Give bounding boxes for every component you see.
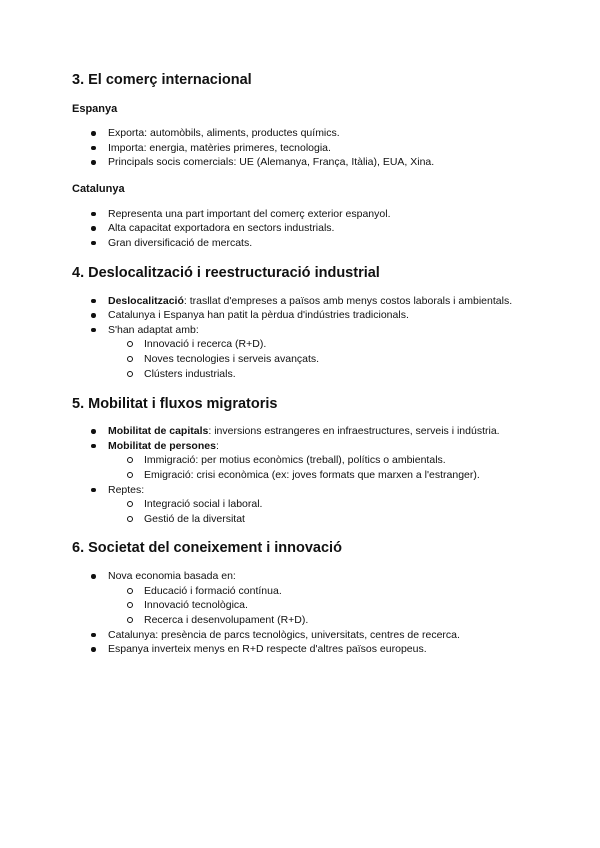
section-6-title: 6. Societat del coneixement i innovació (72, 540, 342, 557)
sub-list-item: Noves tecnologies i serveis avançats. (72, 352, 532, 367)
section-6-list (72, 569, 532, 657)
section-4-title: 4. Deslocalització i reestructuració industrial (72, 264, 380, 281)
section-5-title: 5. Mobilitat i fluxos migratoris (72, 396, 278, 413)
term-bold: Deslocalització (108, 294, 184, 307)
document-content (72, 71, 532, 657)
list-item: Importa: energia, matèries primeres, tecnologia. (72, 141, 532, 156)
list-item: S'han adaptat amb: (72, 323, 532, 338)
catalunya-heading: Catalunya (72, 182, 125, 195)
sub-list-item: Innovació tecnològica. (72, 598, 532, 613)
sub-list-item: Immigració: per motius econòmics (treball), polítics o ambientals. (72, 453, 532, 468)
section-5-list (72, 424, 532, 526)
list-item (72, 439, 532, 454)
sub-list-item: Gestió de la diversitat (72, 512, 532, 527)
list-item: Representa una part important del comerç exterior espanyol. (72, 207, 532, 222)
sub-list-item: Emigració: crisi econòmica (ex: joves formats que marxen a l'estranger). (72, 468, 532, 483)
espanya-heading: Espanya (72, 103, 118, 115)
list-item: Principals socis comercials: UE (Alemanya, França, Itàlia), EUA, Xina. (72, 155, 532, 170)
sub-list-item: Clústers industrials. (72, 367, 532, 382)
list-item: Reptes: (72, 483, 532, 498)
list-item: Gran diversificació de mercats. (72, 236, 532, 251)
list-item (72, 424, 532, 439)
sub-list-item: Innovació i recerca (R+D). (72, 337, 532, 352)
list-item (72, 294, 532, 309)
term-bold: Mobilitat de persones (108, 439, 216, 452)
term-definition: : trasllat d'empreses a països amb menys costos laborals i ambientals. (183, 294, 513, 307)
section-4-list (72, 294, 532, 382)
sub-list-item: Recerca i desenvolupament (R+D). (72, 613, 532, 628)
list-item: Espanya inverteix menys en R+D respecte d'altres països europeus. (72, 642, 532, 657)
term-definition: : inversions estrangeres en infraestructures, serveis i indústria. (208, 425, 500, 438)
espanya-list (72, 126, 532, 170)
sub-list-item: Educació i formació contínua. (72, 584, 532, 599)
catalunya-list (72, 207, 532, 251)
list-item: Alta capacitat exportadora en sectors industrials. (72, 221, 532, 236)
list-item: Exporta: automòbils, aliments, productes químics. (72, 126, 532, 141)
list-item: Catalunya i Espanya han patit la pèrdua d'indústries tradicionals. (72, 308, 532, 323)
section-3-title: 3. El comerç internacional (72, 72, 252, 88)
list-item: Nova economia basada en: (72, 569, 532, 584)
list-item: Catalunya: presència de parcs tecnològics, universitats, centres de recerca. (72, 628, 532, 643)
term-bold: Mobilitat de capitals (108, 425, 209, 438)
term-definition: : (215, 439, 219, 452)
sub-list-item: Integració social i laboral. (72, 497, 532, 512)
